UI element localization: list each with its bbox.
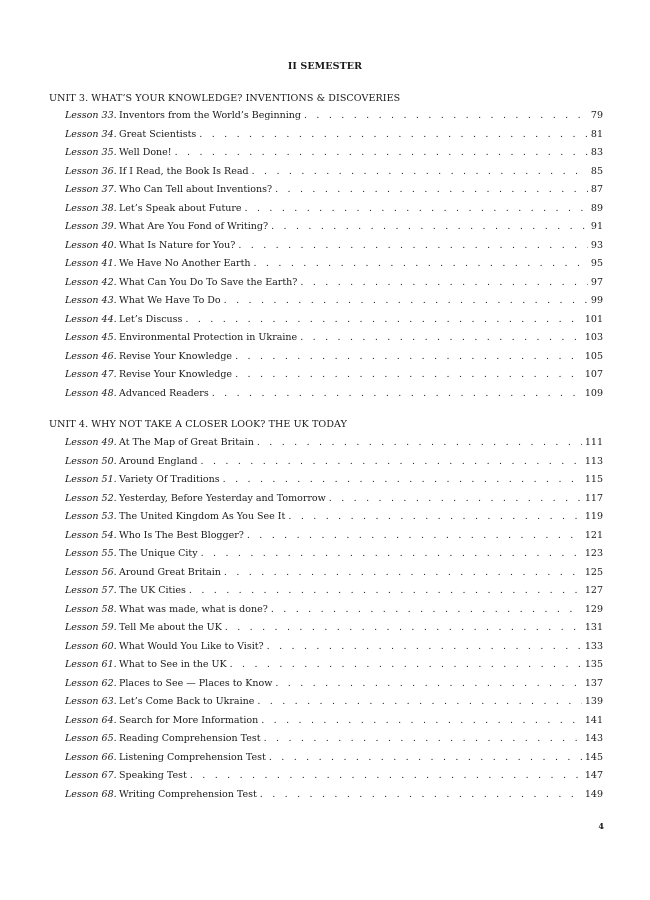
lesson-title: Around England bbox=[119, 455, 198, 467]
toc-entry bbox=[65, 733, 603, 752]
toc-entry bbox=[65, 641, 603, 660]
lesson-number: Lesson 56. bbox=[65, 566, 117, 578]
lesson-page-number: 145 bbox=[584, 751, 603, 763]
lesson-page-number: 121 bbox=[584, 529, 603, 541]
toc-entry bbox=[65, 530, 603, 549]
lesson-page-number: 147 bbox=[584, 770, 603, 781]
lesson-page-number: 137 bbox=[584, 677, 603, 689]
lesson-page-number: 111 bbox=[584, 437, 603, 448]
dot-leader bbox=[260, 789, 582, 800]
lesson-title: Let’s Discuss bbox=[119, 313, 183, 325]
lesson-page-number: 85 bbox=[590, 165, 603, 177]
toc-entry bbox=[65, 567, 603, 586]
lesson-page-number: 101 bbox=[584, 313, 603, 325]
dot-leader bbox=[254, 258, 588, 269]
lesson-title: Let’s Come Back to Ukraine bbox=[119, 696, 255, 707]
lesson-title: Revise Your Knowledge bbox=[119, 350, 233, 362]
lesson-page-number: 89 bbox=[590, 202, 603, 214]
lesson-title: Great Scientists bbox=[119, 128, 197, 140]
unit-3-lesson-list bbox=[65, 110, 603, 406]
toc-entry bbox=[65, 369, 603, 388]
dot-leader bbox=[288, 511, 581, 522]
lesson-number: Lesson 39. bbox=[65, 221, 117, 232]
lesson-page-number: 103 bbox=[584, 332, 603, 343]
lesson-number: Lesson 50. bbox=[65, 455, 117, 467]
lesson-number: Lesson 41. bbox=[65, 258, 117, 269]
toc-entry bbox=[65, 332, 603, 351]
toc-entry bbox=[65, 511, 603, 530]
dot-leader bbox=[199, 129, 588, 140]
toc-entry bbox=[65, 351, 603, 370]
lesson-title: Tell Me about the UK bbox=[119, 622, 222, 633]
lesson-number: Lesson 52. bbox=[65, 492, 117, 504]
dot-leader bbox=[247, 530, 582, 541]
unit-3-title: UNIT 3. WHAT’S YOUR KNOWLEDGE? INVENTIONS & DISCOVERIES bbox=[49, 93, 401, 104]
lesson-title: We Have No Another Earth bbox=[119, 258, 251, 269]
lesson-number: Lesson 49. bbox=[65, 437, 117, 448]
lesson-page-number: 129 bbox=[584, 603, 603, 615]
lesson-number: Lesson 66. bbox=[65, 751, 117, 763]
lesson-page-number: 95 bbox=[590, 258, 603, 269]
lesson-page-number: 81 bbox=[590, 128, 603, 140]
lesson-number: Lesson 58. bbox=[65, 603, 117, 615]
lesson-number: Lesson 35. bbox=[65, 147, 117, 158]
toc-entry bbox=[65, 678, 603, 697]
lesson-page-number: 135 bbox=[584, 659, 603, 670]
lesson-title: Search for More Information bbox=[119, 714, 259, 726]
dot-leader bbox=[329, 493, 582, 504]
lesson-number: Lesson 42. bbox=[65, 276, 117, 288]
lesson-title: Who Is The Best Blogger? bbox=[119, 529, 244, 541]
lesson-number: Lesson 60. bbox=[65, 640, 117, 652]
lesson-number: Lesson 59. bbox=[65, 622, 117, 633]
lesson-number: Lesson 43. bbox=[65, 295, 117, 306]
lesson-number: Lesson 33. bbox=[65, 110, 117, 121]
lesson-title: Advanced Readers bbox=[119, 387, 209, 399]
toc-entry bbox=[65, 437, 603, 456]
lesson-page-number: 107 bbox=[584, 369, 603, 380]
dot-leader bbox=[252, 166, 588, 177]
toc-entry bbox=[65, 604, 603, 623]
dot-leader bbox=[245, 203, 588, 214]
lesson-number: Lesson 37. bbox=[65, 184, 117, 195]
lesson-number: Lesson 65. bbox=[65, 733, 117, 744]
dot-leader bbox=[271, 604, 582, 615]
dot-leader bbox=[257, 437, 582, 448]
toc-entry bbox=[65, 752, 603, 771]
lesson-page-number: 125 bbox=[584, 566, 603, 578]
dot-leader bbox=[267, 641, 582, 652]
dot-leader bbox=[300, 332, 582, 343]
toc-entry bbox=[65, 184, 603, 203]
lesson-number: Lesson 63. bbox=[65, 696, 117, 707]
dot-leader bbox=[304, 110, 588, 121]
lesson-number: Lesson 61. bbox=[65, 659, 117, 670]
dot-leader bbox=[275, 678, 582, 689]
dot-leader bbox=[257, 696, 582, 707]
lesson-title: What was made, what is done? bbox=[119, 603, 268, 615]
toc-entry bbox=[65, 789, 603, 808]
lesson-number: Lesson 38. bbox=[65, 202, 117, 214]
lesson-number: Lesson 64. bbox=[65, 714, 117, 726]
lesson-page-number: 141 bbox=[584, 714, 603, 726]
lesson-page-number: 119 bbox=[584, 511, 603, 522]
lesson-page-number: 139 bbox=[584, 696, 603, 707]
lesson-page-number: 83 bbox=[590, 147, 603, 158]
lesson-title: Reading Comprehension Test bbox=[119, 733, 261, 744]
dot-leader bbox=[271, 221, 588, 232]
dot-leader bbox=[261, 715, 582, 726]
lesson-page-number: 143 bbox=[584, 733, 603, 744]
lesson-title: Let’s Speak about Future bbox=[119, 202, 242, 214]
dot-leader bbox=[230, 659, 582, 670]
lesson-title: The Unique City bbox=[119, 548, 198, 559]
toc-entry bbox=[65, 548, 603, 567]
toc-entry bbox=[65, 221, 603, 240]
toc-entry bbox=[65, 295, 603, 314]
dot-leader bbox=[190, 770, 582, 781]
lesson-title: What to See in the UK bbox=[119, 659, 227, 670]
lesson-number: Lesson 53. bbox=[65, 511, 117, 522]
lesson-number: Lesson 67. bbox=[65, 770, 117, 781]
toc-entry bbox=[65, 493, 603, 512]
lesson-page-number: 113 bbox=[584, 455, 603, 467]
lesson-page-number: 117 bbox=[584, 492, 603, 504]
lesson-number: Lesson 47. bbox=[65, 369, 117, 380]
lesson-number: Lesson 36. bbox=[65, 165, 117, 177]
toc-entry bbox=[65, 696, 603, 715]
lesson-number: Lesson 54. bbox=[65, 529, 117, 541]
lesson-title: Revise Your Knowledge bbox=[119, 369, 233, 380]
dot-leader bbox=[212, 388, 582, 399]
toc-entry bbox=[65, 659, 603, 678]
lesson-number: Lesson 46. bbox=[65, 350, 117, 362]
toc-entry bbox=[65, 388, 603, 407]
toc-entry bbox=[65, 715, 603, 734]
lesson-title: Places to See — Places to Know bbox=[119, 677, 273, 689]
unit-4-lesson-list bbox=[65, 437, 603, 807]
dot-leader bbox=[224, 295, 588, 306]
dot-leader bbox=[189, 585, 582, 596]
dot-leader bbox=[235, 369, 582, 380]
lesson-title: What Can You Do To Save the Earth? bbox=[119, 276, 298, 288]
lesson-page-number: 127 bbox=[584, 585, 603, 596]
dot-leader bbox=[175, 147, 588, 158]
lesson-number: Lesson 51. bbox=[65, 474, 117, 485]
dot-leader bbox=[185, 314, 581, 325]
dot-leader bbox=[201, 456, 582, 467]
dot-leader bbox=[300, 277, 588, 288]
lesson-title: Who Can Tell about Inventions? bbox=[119, 184, 273, 195]
dot-leader bbox=[275, 184, 588, 195]
dot-leader bbox=[269, 752, 582, 763]
lesson-title: The United Kingdom As You See It bbox=[119, 511, 286, 522]
toc-entry bbox=[65, 770, 603, 789]
lesson-number: Lesson 62. bbox=[65, 677, 117, 689]
lesson-title: Environmental Protection in Ukraine bbox=[119, 332, 298, 343]
lesson-page-number: 91 bbox=[590, 221, 603, 232]
toc-entry bbox=[65, 129, 603, 148]
lesson-title: Writing Comprehension Test bbox=[119, 788, 257, 800]
lesson-page-number: 99 bbox=[590, 295, 603, 306]
toc-entry bbox=[65, 474, 603, 493]
lesson-page-number: 105 bbox=[584, 350, 603, 362]
lesson-title: Inventors from the World’s Beginning bbox=[119, 110, 301, 121]
toc-entry bbox=[65, 585, 603, 604]
lesson-number: Lesson 45. bbox=[65, 332, 117, 343]
lesson-number: Lesson 55. bbox=[65, 548, 117, 559]
lesson-page-number: 87 bbox=[590, 184, 603, 195]
lesson-number: Lesson 48. bbox=[65, 387, 117, 399]
lesson-title: What Is Nature for You? bbox=[119, 239, 236, 251]
dot-leader bbox=[201, 548, 582, 559]
dot-leader bbox=[225, 622, 582, 633]
dot-leader bbox=[264, 733, 582, 744]
lesson-number: Lesson 34. bbox=[65, 128, 117, 140]
lesson-number: Lesson 57. bbox=[65, 585, 117, 596]
unit-4-title: UNIT 4. WHY NOT TAKE A CLOSER LOOK? THE UK TODAY bbox=[49, 419, 347, 430]
page-number: 4 bbox=[598, 821, 604, 831]
lesson-page-number: 133 bbox=[584, 640, 603, 652]
lesson-page-number: 131 bbox=[584, 622, 603, 633]
lesson-title: What Are You Fond of Writing? bbox=[119, 221, 269, 232]
dot-leader bbox=[223, 474, 582, 485]
lesson-page-number: 79 bbox=[590, 110, 603, 121]
toc-entry bbox=[65, 203, 603, 222]
lesson-page-number: 149 bbox=[584, 788, 603, 800]
lesson-number: Lesson 44. bbox=[65, 313, 117, 325]
lesson-title: Well Done! bbox=[119, 147, 172, 158]
lesson-title: Listening Comprehension Test bbox=[119, 751, 266, 763]
toc-entry bbox=[65, 166, 603, 185]
toc-entry bbox=[65, 277, 603, 296]
toc-entry bbox=[65, 622, 603, 641]
semester-heading: II SEMESTER bbox=[287, 61, 363, 72]
lesson-number: Lesson 68. bbox=[65, 788, 117, 800]
lesson-title: Around Great Britain bbox=[119, 566, 221, 578]
lesson-title: Yesterday, Before Yesterday and Tomorrow bbox=[119, 492, 326, 504]
lesson-page-number: 109 bbox=[584, 387, 603, 399]
lesson-title: At The Map of Great Britain bbox=[119, 437, 254, 448]
lesson-title: The UK Cities bbox=[119, 585, 186, 596]
toc-entry bbox=[65, 110, 603, 129]
lesson-title: If I Read, the Book Is Read bbox=[119, 165, 249, 177]
lesson-page-number: 115 bbox=[584, 474, 603, 485]
dot-leader bbox=[224, 567, 582, 578]
dot-leader bbox=[235, 351, 582, 362]
lesson-page-number: 123 bbox=[584, 548, 603, 559]
lesson-title: What Would You Like to Visit? bbox=[119, 640, 264, 652]
toc-entry bbox=[65, 314, 603, 333]
lesson-page-number: 93 bbox=[590, 239, 603, 251]
lesson-title: Speaking Test bbox=[119, 770, 187, 781]
dot-leader bbox=[238, 240, 588, 251]
toc-entry bbox=[65, 456, 603, 475]
lesson-number: Lesson 40. bbox=[65, 239, 117, 251]
toc-entry bbox=[65, 147, 603, 166]
toc-entry bbox=[65, 240, 603, 259]
toc-entry bbox=[65, 258, 603, 277]
lesson-title: Variety Of Traditions bbox=[119, 474, 220, 485]
lesson-title: What We Have To Do bbox=[119, 295, 221, 306]
lesson-page-number: 97 bbox=[590, 276, 603, 288]
